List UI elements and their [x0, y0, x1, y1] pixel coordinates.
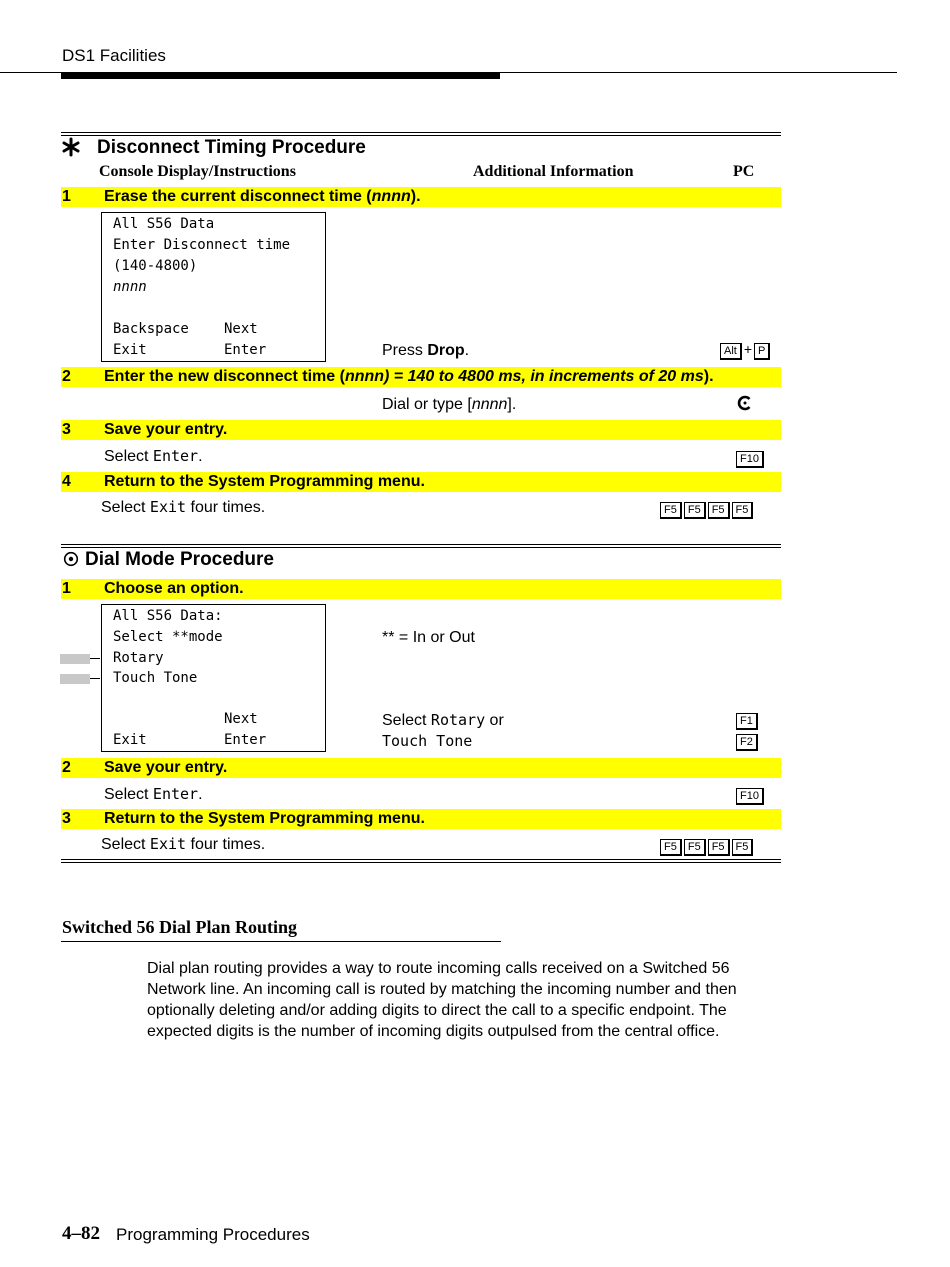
step-text: Return to the System Programming menu. [104, 473, 425, 490]
step-text: Return to the System Programming menu. [104, 810, 425, 827]
section-heading: Switched 56 Dial Plan Routing [62, 917, 298, 937]
step-number: 3 [62, 810, 71, 827]
column-header-info: Additional Information [473, 163, 634, 180]
f10-key: F10 [736, 786, 766, 805]
section-rule-top [61, 132, 781, 133]
alt-key: Alt [720, 343, 742, 360]
f5-keys: F5 F5 F5 F5 [660, 837, 755, 856]
screen-line: All S56 Data: [113, 608, 223, 624]
step-number: 4 [62, 473, 71, 490]
screen-softkey-enter[interactable]: Enter [224, 732, 267, 748]
screen-softkey-next[interactable]: Next [224, 321, 258, 337]
section-rule-top-2 [61, 135, 781, 136]
section-rule-top-2 [61, 547, 781, 548]
instruction-select-enter: Select Enter. [104, 447, 203, 465]
step-number: 2 [62, 368, 71, 385]
running-header: DS1 Facilities [62, 46, 166, 65]
screen-line: Enter Disconnect time [113, 237, 291, 253]
screen-softkey-next[interactable]: Next [224, 711, 258, 727]
p-key: P [754, 343, 770, 360]
f10-key: F10 [736, 449, 766, 468]
screen-softkey-exit[interactable]: Exit [113, 342, 147, 358]
step-text: Choose an option. [104, 580, 244, 597]
step-text: Save your entry. [104, 759, 228, 776]
f1-key: F1 [736, 711, 760, 730]
screen-option-touch-tone[interactable]: Touch Tone [113, 670, 198, 686]
info-dial-type: Dial or type [nnnn]. [382, 396, 517, 413]
step-number: 1 [62, 188, 71, 205]
info-note: ** = In or Out [382, 629, 475, 646]
column-header-console: Console Display/Instructions [99, 163, 296, 180]
step-number: 2 [62, 759, 71, 776]
section-heading-rule [61, 941, 501, 942]
procedure-title: Disconnect Timing Procedure [97, 137, 366, 158]
step-number: 3 [62, 421, 71, 438]
pc-keys-alt-p: Alt + P [720, 341, 772, 360]
screen-line: nnnn [113, 279, 147, 295]
screen-line: Select **mode [113, 629, 223, 645]
header-bar [61, 72, 500, 79]
instruction-select-exit: Select Exit four times. [101, 498, 266, 516]
page-number: 4–82 [62, 1223, 100, 1244]
indicator-leader [90, 658, 100, 659]
instruction-select-enter: Select Enter. [104, 785, 203, 803]
screen-option-rotary[interactable]: Rotary [113, 650, 164, 666]
screen-softkey-backspace[interactable]: Backspace [113, 321, 189, 337]
dial-pad-icon [737, 395, 753, 416]
screen-softkey-exit[interactable]: Exit [113, 732, 147, 748]
body-paragraph: Dial plan routing provides a way to route incoming calls received on a Switched 56 Network line. An incoming call is routed by matching the incoming number and then optionally deleting and/or adding digits to direct the call to a specific endpoint. The expected digits is the number of incoming digits outpulsed from the central office. [147, 960, 737, 1040]
step-text: Erase the current disconnect time (nnnn). [104, 188, 421, 205]
f5-keys: F5 F5 F5 F5 [660, 500, 755, 519]
column-header-pc: PC [733, 163, 755, 180]
indicator-led [60, 654, 90, 664]
asterisk-icon [62, 137, 80, 162]
info-select-rotary: Select Rotary or [382, 711, 504, 729]
section-rule-bottom [61, 859, 781, 860]
info-press-drop: Press Drop. [382, 342, 470, 359]
section-rule-bottom-2 [61, 862, 781, 863]
step-text: Save your entry. [104, 421, 228, 438]
f2-key: F2 [736, 732, 760, 751]
indicator-led [60, 674, 90, 684]
screen-line: (140-4800) [113, 258, 198, 274]
step-text: Enter the new disconnect time (nnnn) = 140 to 4800 ms, in increments of 20 ms). [104, 368, 714, 385]
screen-softkey-enter[interactable]: Enter [224, 342, 267, 358]
section-rule-top [61, 544, 781, 545]
instruction-select-exit: Select Exit four times. [101, 835, 266, 853]
footer-label: Programming Procedures [116, 1225, 310, 1244]
screen-line: All S56 Data [113, 216, 215, 232]
procedure-title: Dial Mode Procedure [85, 549, 274, 570]
indicator-leader [90, 678, 100, 679]
dial-icon [63, 551, 79, 572]
info-touch-tone: Touch Tone [382, 732, 473, 750]
step-number: 1 [62, 580, 71, 597]
